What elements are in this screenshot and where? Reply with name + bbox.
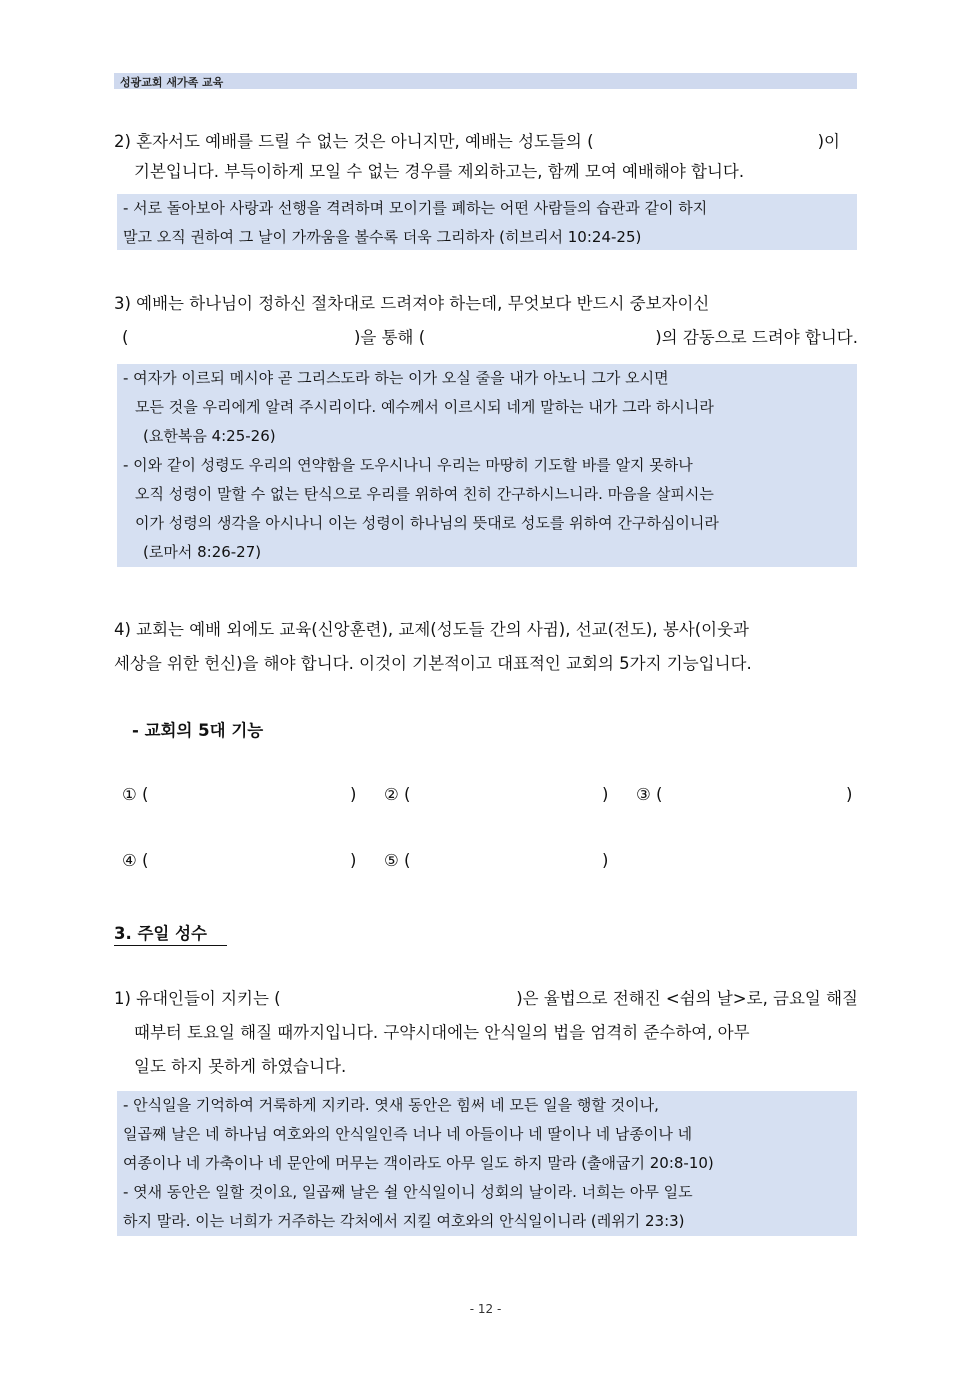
- scripture-line: 여종이나 네 가축이나 네 문안에 머무는 객이라도 아무 일도 하지 말라 (출애굽기 20:8-10): [123, 1154, 714, 1172]
- scripture-line: - 엿새 동안은 일할 것이요, 일곱째 날은 쉴 안식일이니 성회의 날이라. 너희는 아무 일도: [123, 1183, 693, 1201]
- function-item-3-open: ③ (: [636, 785, 663, 804]
- paragraph-2: [114, 127, 858, 187]
- function-item-1-close: ): [350, 785, 357, 804]
- paragraph-2-text-b: )이: [817, 132, 840, 151]
- paragraph-2-line-2: 기본입니다. 부득이하게 모일 수 없는 경우를 제외하고는, 함께 모여 예배해야 합니다.: [134, 162, 745, 181]
- scripture-box-2: [117, 364, 857, 567]
- page-number: - 12 -: [469, 1302, 502, 1316]
- function-item-5-close: ): [602, 851, 609, 870]
- functions-title: - 교회의 5대 기능: [132, 721, 264, 740]
- paragraph-4-line-2: 세상을 위한 헌신)을 해야 합니다. 이것이 기본적이고 대표적인 교회의 5가지 기능입니다.: [114, 654, 752, 673]
- scripture-reference: (요한복음 4:25-26): [143, 427, 276, 445]
- scripture-line: - 여자가 이르되 메시야 곧 그리스도라 하는 이가 오실 줄을 내가 아노니 그가 오시면: [123, 369, 669, 387]
- header-title: 성광교회 새가족 교육: [120, 76, 224, 89]
- function-item-2-open: ② (: [384, 785, 411, 804]
- function-item-4-close: ): [350, 851, 357, 870]
- function-item-1-open: ① (: [122, 785, 149, 804]
- paragraph-3-text-mid: )을 통해 (: [354, 328, 426, 347]
- scripture-box-1: [117, 194, 857, 250]
- scripture-reference: (로마서 8:26-27): [143, 543, 262, 561]
- section-title: 3. 주일 성수: [114, 920, 227, 946]
- scripture-line: - 서로 돌아보아 사랑과 선행을 격려하며 모이기를 폐하는 어떤 사람들의 습관과 같이 하지: [123, 199, 708, 217]
- paragraph-3-line-1: 3) 예배는 하나님이 정하신 절차대로 드려져야 하는데, 무엇보다 반드시 중보자이신: [114, 294, 710, 313]
- scripture-line: 하지 말라. 이는 너희가 거주하는 각처에서 지킬 여호와의 안식일이니라 (레위기 23:3): [123, 1212, 685, 1230]
- paragraph-5-line-2: 때부터 토요일 해질 때까지입니다. 구약시대에는 안식일의 법을 엄격히 준수하여, 아무: [134, 1023, 750, 1042]
- scripture-line: 오직 성령이 말할 수 없는 탄식으로 우리를 위하여 친히 간구하시느니라. 마음을 살피시는: [135, 485, 714, 503]
- function-item-3-close: ): [846, 785, 853, 804]
- paragraph-5-text-b: )은 율법으로 전해진 <쉼의 날>로, 금요일 해질: [516, 989, 858, 1008]
- paragraph-3-text-end: )의 감동으로 드려야 합니다.: [655, 328, 858, 347]
- scripture-box-3: [117, 1091, 857, 1236]
- function-item-4-open: ④ (: [122, 851, 149, 870]
- paragraph-3-blank-open: (: [122, 328, 129, 347]
- header-bar: [114, 73, 857, 89]
- paragraph-5: [114, 984, 858, 1082]
- scripture-line: 일곱째 날은 네 하나님 여호와의 안식일인즉 너나 네 아들이나 네 딸이나 네 남종이나 네: [123, 1125, 693, 1143]
- paragraph-5-line-3: 일도 하지 못하게 하였습니다.: [134, 1057, 347, 1076]
- paragraph-2-line-1: [114, 127, 858, 157]
- paragraph-3-line-2: [114, 323, 858, 353]
- paragraph-3: [114, 289, 858, 353]
- paragraph-2-text-a: 2) 혼자서도 예배를 드릴 수 없는 것은 아니지만, 예배는 성도들의 (: [114, 132, 594, 151]
- scripture-line: 말고 오직 권하여 그 날이 가까움을 볼수록 더욱 그리하자 (히브리서 10:24-25): [123, 228, 642, 246]
- scripture-line: 이가 성령의 생각을 아시나니 이는 성령이 하나님의 뜻대로 성도를 위하여 간구하심이니라: [135, 514, 719, 532]
- scripture-line: 모든 것을 우리에게 알려 주시리이다. 예수께서 이르시되 네게 말하는 내가 그라 하시니라: [135, 398, 714, 416]
- paragraph-5-text-a: 1) 유대인들이 지키는 (: [114, 989, 281, 1008]
- paragraph-5-line-1: [114, 984, 858, 1014]
- paragraph-4: [114, 615, 858, 679]
- function-item-5-open: ⑤ (: [384, 851, 411, 870]
- scripture-line: - 안식일을 기억하여 거룩하게 지키라. 엿새 동안은 힘써 네 모든 일을 행할 것이나,: [123, 1096, 659, 1114]
- scripture-line: - 이와 같이 성령도 우리의 연약함을 도우시나니 우리는 마땅히 기도할 바를 알지 못하나: [123, 456, 693, 474]
- function-item-2-close: ): [602, 785, 609, 804]
- paragraph-4-line-1: 4) 교회는 예배 외에도 교육(신앙훈련), 교제(성도들 간의 사귐), 선교(전도), 봉사(이웃과: [114, 620, 749, 639]
